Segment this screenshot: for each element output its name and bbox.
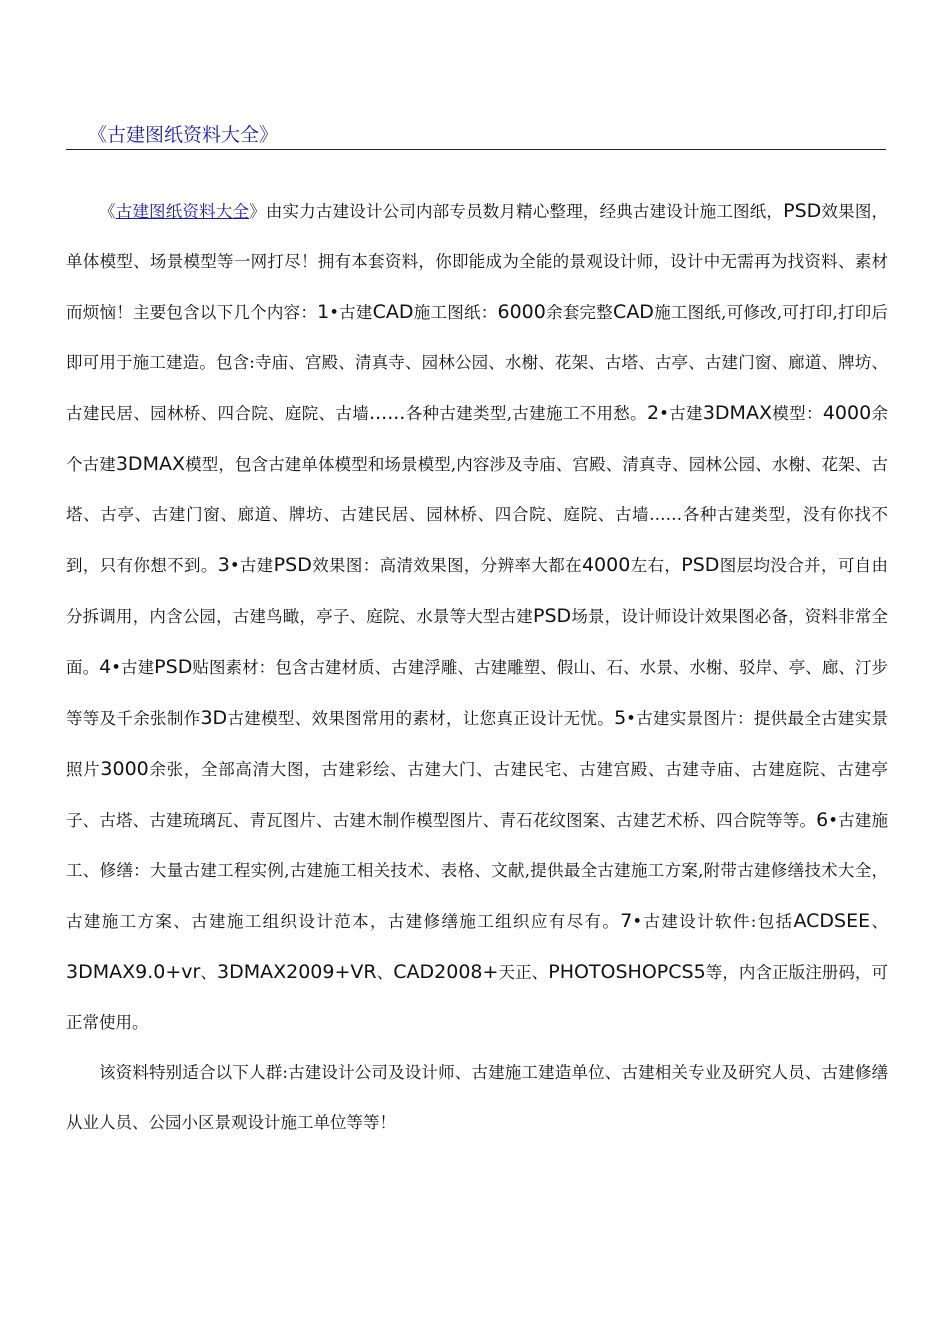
intro-paragraph — [66, 186, 888, 1048]
header-title-link[interactable]: 《古建图纸资料大全》 — [88, 124, 279, 146]
intro-text: 》由实力古建设计公司内部专员数月精心整理，经典古建设计施工图纸，PSD效果图，单体模型、场景模型等一网打尽！拥有本套资料，你即能成为全能的景观设计师，设计中无需再为找资料、素材而烦恼！主要包含以下几个内容：1•古建CAD施工图纸：6000余套完整CAD施工图纸,可修改,可打印,打印后即可用于施工建造。包含:寺庙、宫殿、清真寺、园林公园、水榭、花架、古塔、古亭、古建门窗、廊道、牌坊、古建民居、园林桥、四合院、庭院、古墙......各种古建类型,古建施工不用愁。2•古建3DMAX模型：4000余个古建3DMAX模型，包含古建单体模型和场景模型,内容涉及寺庙、宫殿、清真寺、园林公园、水榭、花架、古塔、古亭、古建门窗、廊道、牌坊、古建民居、园林桥、四合院、庭院、古墙……各种古建类型，没有你找不到，只有你想不到。3•古建PSD效果图：高清效果图，分辨率大都在4000左右，PSD图层均没合并，可自由分拆调用，内含公园，古建鸟瞰，亭子、庭院、水景等大型古建PSD场景，设计师设计效果图必备，资料非常全面。4•古建PSD贴图素材：包含古建材质、古建浮雕、古建雕塑、假山、石、水景、水榭、驳岸、亭、廊、汀步等等及千余张制作3D古建模型、效果图常用的素材，让您真正设计无忧。5•古建实景图片：提供最全古建实景照片3000余张，全部高清大图，古建彩绘、古建大门、古建民宅、古建宫殿、古建寺庙、古建庭院、古建亭子、古塔、古建琉璃瓦、青瓦图片、古建木制作模型图片、青石花纹图案、古建艺术桥、四合院等等。6•古建施工、修缮：大量古建工程实例,古建施工相关技术、表格、文献,提供最全古建施工方案,附带古建修缮技术大全，古建施工方案、古建施工组织设计范本，古建修缮施工组织应有尽有。7•古建设计软件:包括ACDSEE、3DMAX9.0+vr、3DMAX2009+VR、CAD2008+天正、PHOTOSHOPCS5等，内含正版注册码，可正常使用。 — [66, 200, 889, 1032]
audience-paragraph — [66, 1048, 888, 1148]
document-body — [66, 186, 888, 1148]
audience-text: 该资料特别适合以下人群:古建设计公司及设计师、古建施工建造单位、古建相关专业及研究人员、古建修缮从业人员、公园小区景观设计施工单位等等！ — [66, 1063, 888, 1132]
intro-open-quote: 《 — [99, 202, 116, 221]
document-header — [66, 120, 886, 150]
intro-title-link[interactable]: 古建图纸资料大全 — [115, 202, 250, 221]
